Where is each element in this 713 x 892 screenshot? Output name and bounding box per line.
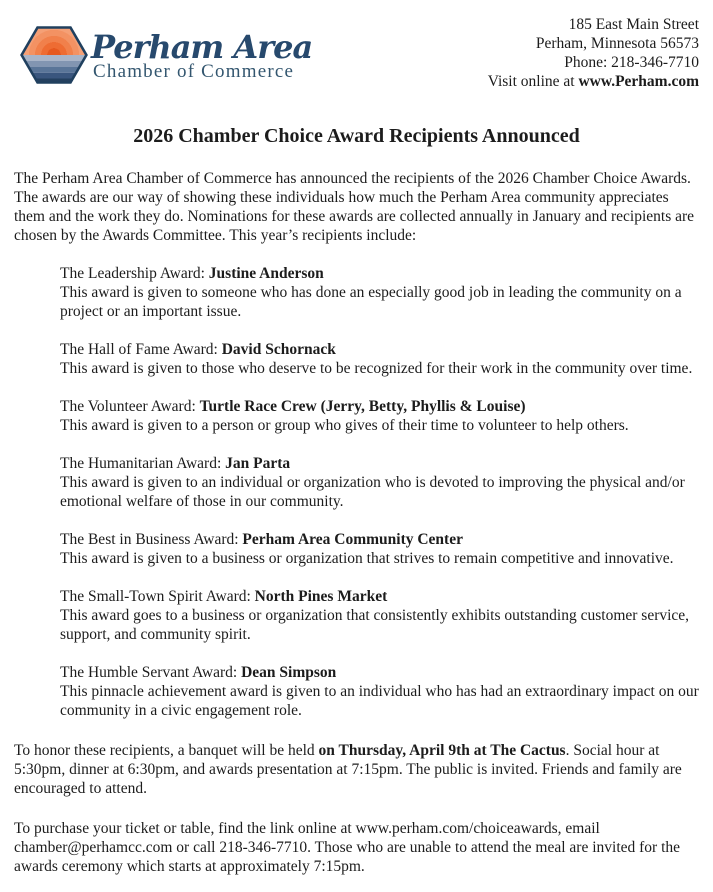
award-heading <box>60 587 699 606</box>
visit-prefix: Visit online at <box>487 73 579 90</box>
award-recipient: Jan Parta <box>225 455 291 472</box>
award-label: The Best in Business Award: <box>60 531 243 548</box>
page-header <box>14 12 699 91</box>
award-item <box>60 264 699 321</box>
award-description: This award goes to a business or organization that consistently exhibits outstanding customer service, support, and community spirit. <box>60 607 690 643</box>
award-description: This pinnacle achievement award is given to an individual who has had an extraordinary impact on our community in a civic engagement role. <box>60 683 699 719</box>
banquet-paragraph <box>14 741 699 798</box>
awards-list <box>60 264 699 720</box>
award-recipient: Dean Simpson <box>241 664 337 681</box>
award-recipient: North Pines Market <box>254 588 388 605</box>
tickets-paragraph: To purchase your ticket or table, find the link online at www.perham.com/choiceawards, email chamber@perhamcc.com or call 218-346-7710. Those who are unable to attend the meal are invited for the awards ceremony which starts at approximately 7:15pm. <box>14 820 681 875</box>
award-description: This award is given to an individual or organization who is devoted to improving the physical and/or emotional welfare of those in our community. <box>60 474 685 510</box>
award-description: This award is given to those who deserve to be recognized for their work in the community over time. <box>60 360 693 377</box>
address-line-1: 185 East Main Street <box>568 16 699 33</box>
chamber-logo <box>20 26 312 84</box>
phone-line: Phone: 218-346-7710 <box>564 54 699 71</box>
award-recipient: Turtle Race Crew (Jerry, Betty, Phyllis & Louise) <box>199 398 526 415</box>
award-description: This award is given to a business or organization that strives to remain competitive and innovative. <box>60 550 674 567</box>
brand-name: Perham Area <box>91 28 313 66</box>
award-recipient: Perham Area Community Center <box>242 531 463 548</box>
award-label: The Leadership Award: <box>60 265 209 282</box>
award-description: This award is given to a person or group who gives of their time to volunteer to help others. <box>60 417 629 434</box>
banquet-suffix: . Social hour at 5:30pm, dinner at 6:30pm, and awards presentation at 7:15pm. The public is invited. Friends and family are encouraged to attend. <box>14 742 682 797</box>
award-item <box>60 397 699 435</box>
banquet-highlight: on Thursday, April 9th at The Cactus <box>318 742 566 759</box>
award-item <box>60 340 699 378</box>
award-item <box>60 454 699 511</box>
brand-text-block <box>91 28 312 82</box>
award-recipient: David Schornack <box>221 341 336 358</box>
award-heading <box>60 530 699 549</box>
award-heading <box>60 340 699 359</box>
award-label: The Humanitarian Award: <box>60 455 226 472</box>
award-heading <box>60 663 699 682</box>
award-heading <box>60 397 699 416</box>
document-title: 2026 Chamber Choice Award Recipients Announced <box>133 125 580 147</box>
address-line-2: Perham, Minnesota 56573 <box>535 35 699 52</box>
banquet-prefix: To honor these recipients, a banquet will be held <box>14 742 319 759</box>
award-label: The Hall of Fame Award: <box>60 341 222 358</box>
website-line <box>488 72 699 91</box>
award-recipient: Justine Anderson <box>208 265 324 282</box>
award-label: The Volunteer Award: <box>60 398 200 415</box>
intro-paragraph: The Perham Area Chamber of Commerce has announced the recipients of the 2026 Chamber Choice Awards. The awards are our way of showing these individuals how much the Perham Area community appreciates them and the work they do. Nominations for these awards are collected annually in January and recipients are chosen by the Awards Committee. This year’s recipients include: <box>14 170 695 244</box>
award-item <box>60 530 699 568</box>
award-label: The Small-Town Spirit Award: <box>60 588 255 605</box>
contact-block <box>488 12 699 91</box>
award-item <box>60 663 699 720</box>
website-url: www.Perham.com <box>578 73 699 90</box>
sunset-hexagon-logo-icon <box>20 26 88 84</box>
award-label: The Humble Servant Award: <box>60 664 242 681</box>
award-description: This award is given to someone who has done an especially good job in leading the community on a project or an important issue. <box>60 284 682 320</box>
award-heading <box>60 264 699 283</box>
award-item <box>60 587 699 644</box>
award-heading <box>60 454 699 473</box>
brand-tagline: Chamber of Commerce <box>93 61 295 82</box>
